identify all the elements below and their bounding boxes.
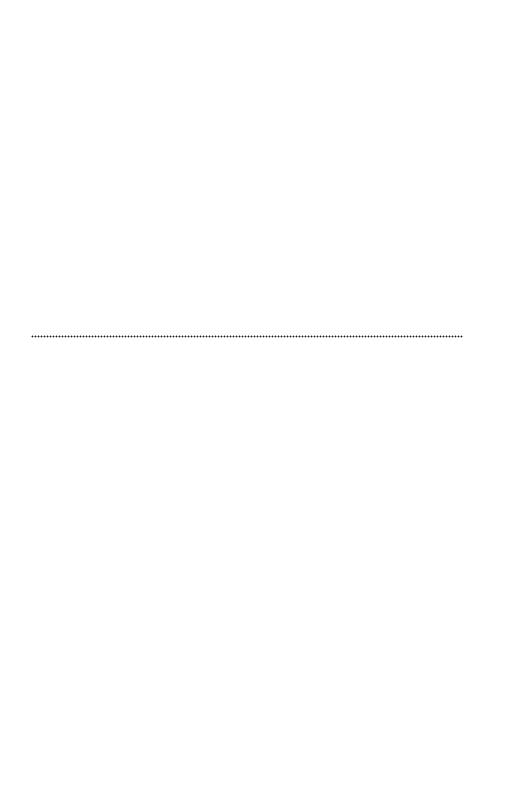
leader-dots <box>31 323 463 339</box>
author-entry <box>28 323 484 339</box>
toc-group-header <box>28 12 484 28</box>
